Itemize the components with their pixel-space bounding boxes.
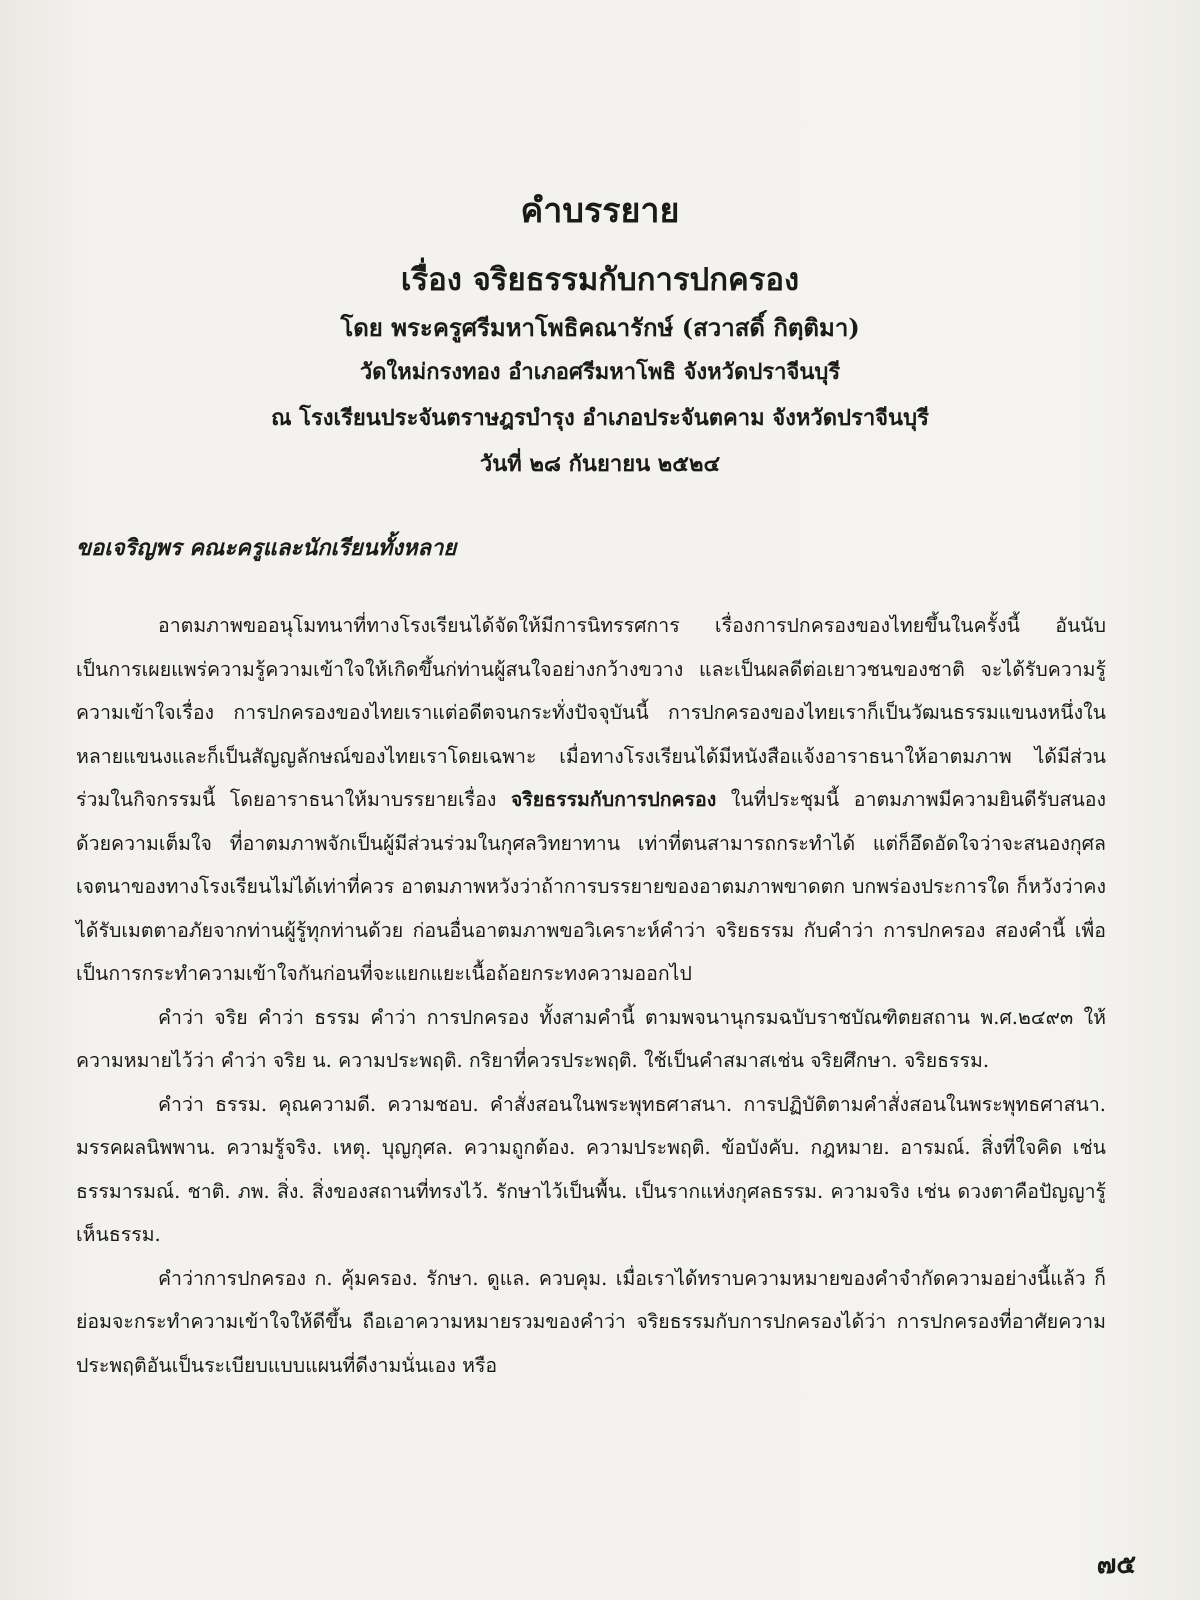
paragraph-3: คำว่า ธรรม. คุณความดี. ความชอบ. คำสั่งสอนในพระพุทธศาสนา. การปฏิบัติตามคำสั่งสอนในพระพุทธศาสนา. มรรคผลนิพพาน. ความรู้จริง. เหตุ. บุญกุศล. ความถูกต้อง. ความประพฤติ. ข้อบังคับ. กฎหมาย. อารมณ์. สิ่งที่ใจคิด เช่น ธรรมารมณ์. ชาติ. ภพ. สิ่ง. สิ่งของสถานที่ทรงไว้. รักษาไว้เป็นพื้น. เป็นรากแห่งกุศลธรรม. ความจริง เช่น ดวงตาคือปัญญารู้ เห็นธรรม. bbox=[76, 1092, 1106, 1246]
temple-line: วัดใหม่กรงทอง อำเภอศรีมหาโพธิ จังหวัดปราจีนบุรี bbox=[359, 359, 841, 385]
venue-line: ณ โรงเรียนประจันตราษฎรบำรุง อำเภอประจันตคาม จังหวัดปราจีนบุรี bbox=[271, 405, 929, 431]
paragraph-1-text-b: ในที่ประชุมนี้ อาตมภาพมีความยินดีรับสนองด้วยความเต็มใจ ที่อาตมภาพจักเป็นผู้มีส่วนร่วมในกุศลวิทยาทาน เท่าที่ตนสามารถกระทำได้ แต่ก็อึดอัดใจว่าจะสนองกุศลเจตนาของทางโรงเรียนไม่ได้เท่าที่ควร อาตมภาพหวังว่าถ้าการบรรยายของอาตมภาพขาดตก บกพร่องประการใด ก็หวังว่าคงได้รับเมตตาอภัยจากท่านผู้รู้ทุกท่านด้วย ก่อนอื่นอาตมภาพขอวิเคราะห์คำว่า จริยธรรม กับคำว่า การปกครอง สองคำนี้ เพื่อเป็นการกระทำความเข้าใจกันก่อนที่จะแยกแยะเนื้อถ้อยกระทงความออกไป bbox=[76, 788, 1107, 985]
paragraph-1-text-a: อาตมภาพขออนุโมทนาที่ทางโรงเรียนได้จัดให้มีการนิทรรศการ เรื่องการปกครองของไทยขึ้นในครั้งนี้ อันนับเป็นการเผยแพร่ความรู้ความเข้าใจให้เกิดขึ้นก่ท่านผู้สนใจอย่างกว้างขวาง และเป็นผลดีต่อเยาวชนของชาติ จะได้รับความรู้ความเข้าใจเรื่อง การปกครองของไทยเราแต่อดีตจนกระทั่งปัจจุบันนี้ การปกครองของไทยเราก็เป็นวัฒนธรรมแขนงหนึ่งในหลายแขนงและก็เป็นสัญญลักษณ์ของไทยเราโดยเฉพาะ เมื่อทางโรงเรียนได้มีหนังสือแจ้งอาราธนาให้อาตมภาพ ได้มีส่วนร่วมในกิจกรรมนี้ โดยอาราธนาให้มาบรรยายเรื่อง bbox=[76, 614, 1106, 811]
greeting-line: ขอเจริญพร คณะครูและนักเรียนทั้งหลาย bbox=[76, 535, 457, 561]
author-line: โดย พระครูศรีมหาโพธิคณารักษ์ (สวาสดิ์ กิตฺติมา) bbox=[340, 313, 860, 342]
date-line: วันที่ ๒๘ กันยายน ๒๕๒๔ bbox=[479, 451, 721, 477]
lecture-topic-emphasis: จริยธรรมกับการปกครอง bbox=[510, 788, 717, 811]
paragraph-2: คำว่า จริย คำว่า ธรรม คำว่า การปกครอง ทั้งสามคำนี้ ตามพจนานุกรมฉบับราชบัณฑิตยสถาน พ.ศ.๒๔๙๓ ให้ความหมายไว้ว่า คำว่า จริย น. ความประพฤติ. กริยาที่ควรประพฤติ. ใช้เป็นคำสมาสเช่น จริยศึกษา. จริยธรรม. bbox=[76, 1005, 1106, 1072]
document-title: คำบรรยาย bbox=[520, 191, 680, 231]
document-subtitle: เรื่อง จริยธรรมกับการปกครอง bbox=[400, 262, 800, 298]
paragraph-4: คำว่าการปกครอง ก. คุ้มครอง. รักษา. ดูแล. ควบคุม. เมื่อเราได้ทราบความหมายของคำจำกัดความอย่างนี้แล้ว ก็ย่อมจะกระทำความเข้าใจให้ดีขึ้น ถือเอาความหมายรวมของคำว่า จริยธรรมกับการปกครองได้ว่า การปกครองที่อาศัยความประพฤติอันเป็นระเบียบแบบแผนที่ดีงามนั่นเอง หรือ bbox=[76, 1266, 1106, 1377]
body-text bbox=[76, 604, 1106, 1387]
page-number: ๗๕ bbox=[1096, 1550, 1136, 1580]
paragraph-1 bbox=[76, 604, 1106, 996]
